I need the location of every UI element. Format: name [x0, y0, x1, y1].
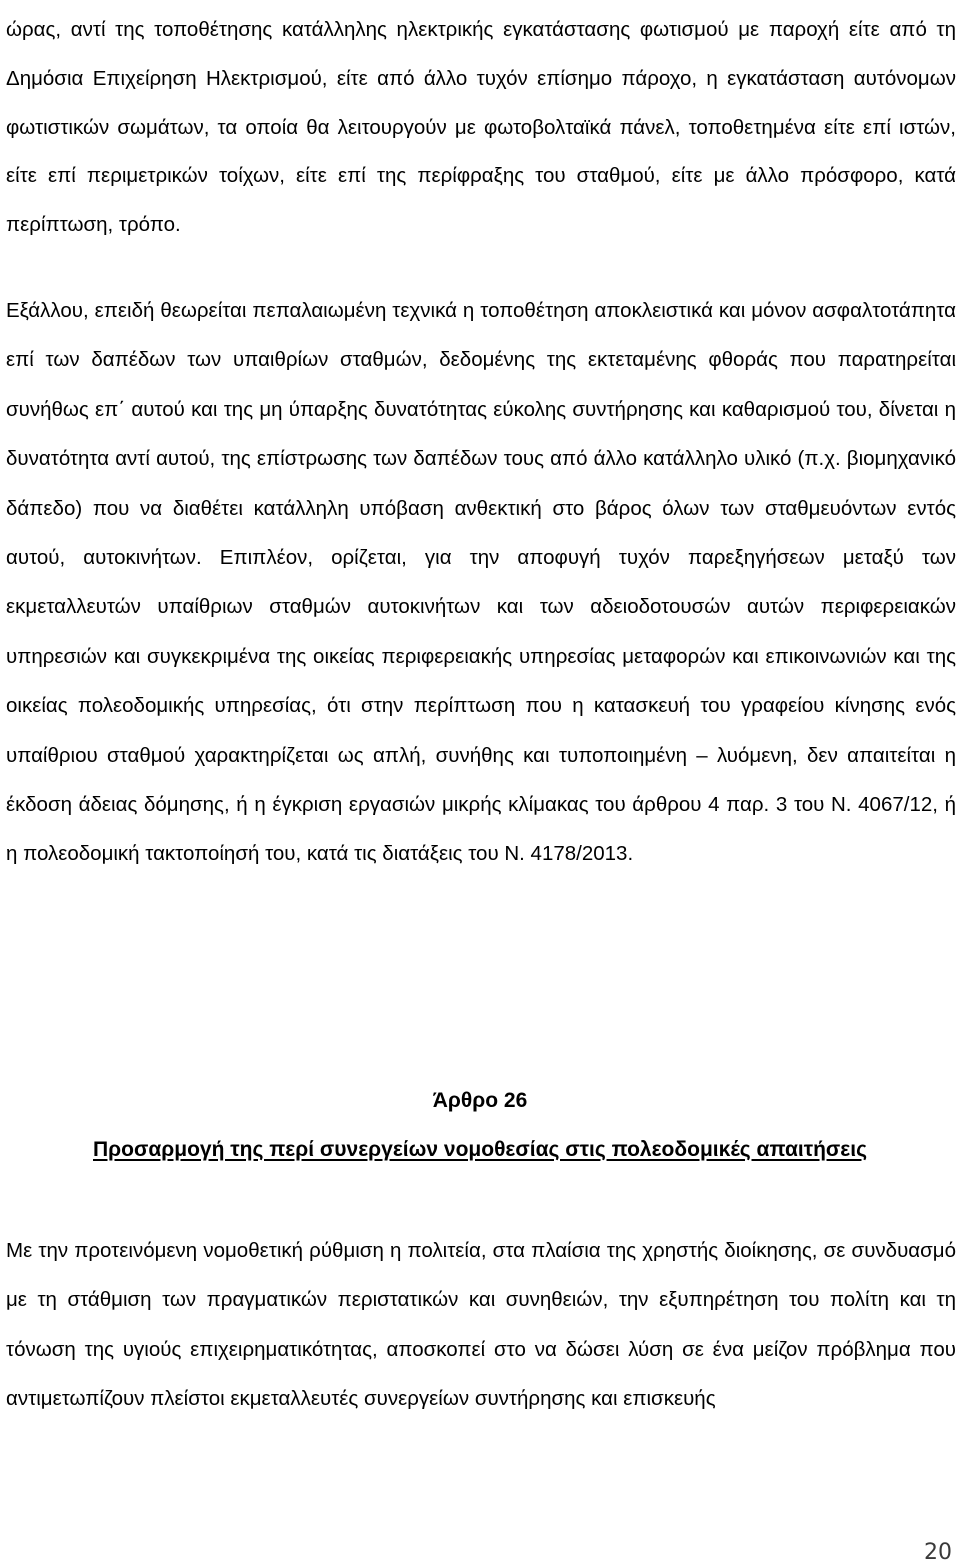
page-number: 20 [924, 1540, 952, 1565]
body-paragraph-lighting: ώρας, αντί της τοποθέτησης κατάλληλης ηλεκτρικής εγκατάστασης φωτισμού με παροχή είτε από τη Δημόσια Επιχείρηση Ηλεκτρισμού, είτε από άλλο τυχόν επίσημο πάροχο, η εγκατάσταση αυτόνομων φωτιστικών σωμάτων, τα οποία θα λειτουργούν με φωτοβολταϊκά πάνελ, τοποθετημένα είτε επί ιστών, είτε επί περιμετρικών τοίχων, είτε επί της περίφραξης του σταθμού, είτε με άλλο πρόσφορο, κατά περίπτωση, τρόπο. [6, 18, 956, 237]
body-paragraph-flooring: Εξάλλου, επειδή θεωρείται πεπαλαιωμένη τεχνικά η τοποθέτηση αποκλειστικά και μόνον ασφαλτοτάπητα επί των δαπέδων των υπαιθρίων σταθμών, δεδομένης της εκτεταμένης φθοράς που παρατηρείται συνήθως επ΄ αυτού και της μη ύπαρξης δυνατότητας εύκολης συντήρησης και καθαρισμού του, δίνεται η δυνατότητα αντί αυτού, της επίστρωσης των δαπέδων τους από άλλο κατάλληλο υλικό (π.χ. βιομηχανικό δάπεδο) που να διαθέτει κατάλληλη υπόβαση ανθεκτική στο βάρος όλων των σταθμευόντων εντός αυτού, αυτοκινήτων. Επιπλέον, ορίζεται, για την αποφυγή τυχόν παρεξηγήσεων μεταξύ των εκμεταλλευτών υπαίθριων σταθμών αυτοκινήτων και των αδειοδοτουσών αυτών περιφερειακών υπηρεσιών και συγκεκριμένα της οικείας περιφερειακής υπηρεσίας μεταφορών και επικοινωνιών και της οικείας πολεοδομικής υπηρεσίας, ότι στην περίπτωση που η κατασκευή του γραφείου κίνησης ενός υπαίθριου σταθμού χαρακτηρίζεται ως απλή, συνήθης και τυποποιημένη – λυόμενη, δεν απαιτείται η έκδοση άδειας δόμησης, ή η έγκριση εργασιών μικρής κλίμακας του άρθρου 4 παρ. 3 του Ν. 4067/12, ή η πολεοδομική τακτοποίησή του, κατά τις διατάξεις του Ν. 4178/2013. [6, 299, 956, 866]
article-title: Προσαρμογή της περί συνεργείων νομοθεσίας στις πολεοδομικές απαιτήσεις [93, 1138, 867, 1161]
article-heading: Άρθρο 26 [432, 1089, 528, 1112]
body-paragraph-workshops: Με την προτεινόμενη νομοθετική ρύθμιση η πολιτεία, στα πλαίσια της χρηστής διοίκησης, σε συνδυασμό με τη στάθμιση των πραγματικών περιστατικών και συνηθειών, την εξυπηρέτηση του πολίτη και τη τόνωση της υγιούς επιχειρηματικότητας, αποσκοπεί στο να δώσει λύση σε ένα μείζον πρόβλημα που αντιμετωπίζουν πλείστοι εκμεταλλευτές συνεργείων συντήρησης και επισκευής [6, 1239, 956, 1411]
